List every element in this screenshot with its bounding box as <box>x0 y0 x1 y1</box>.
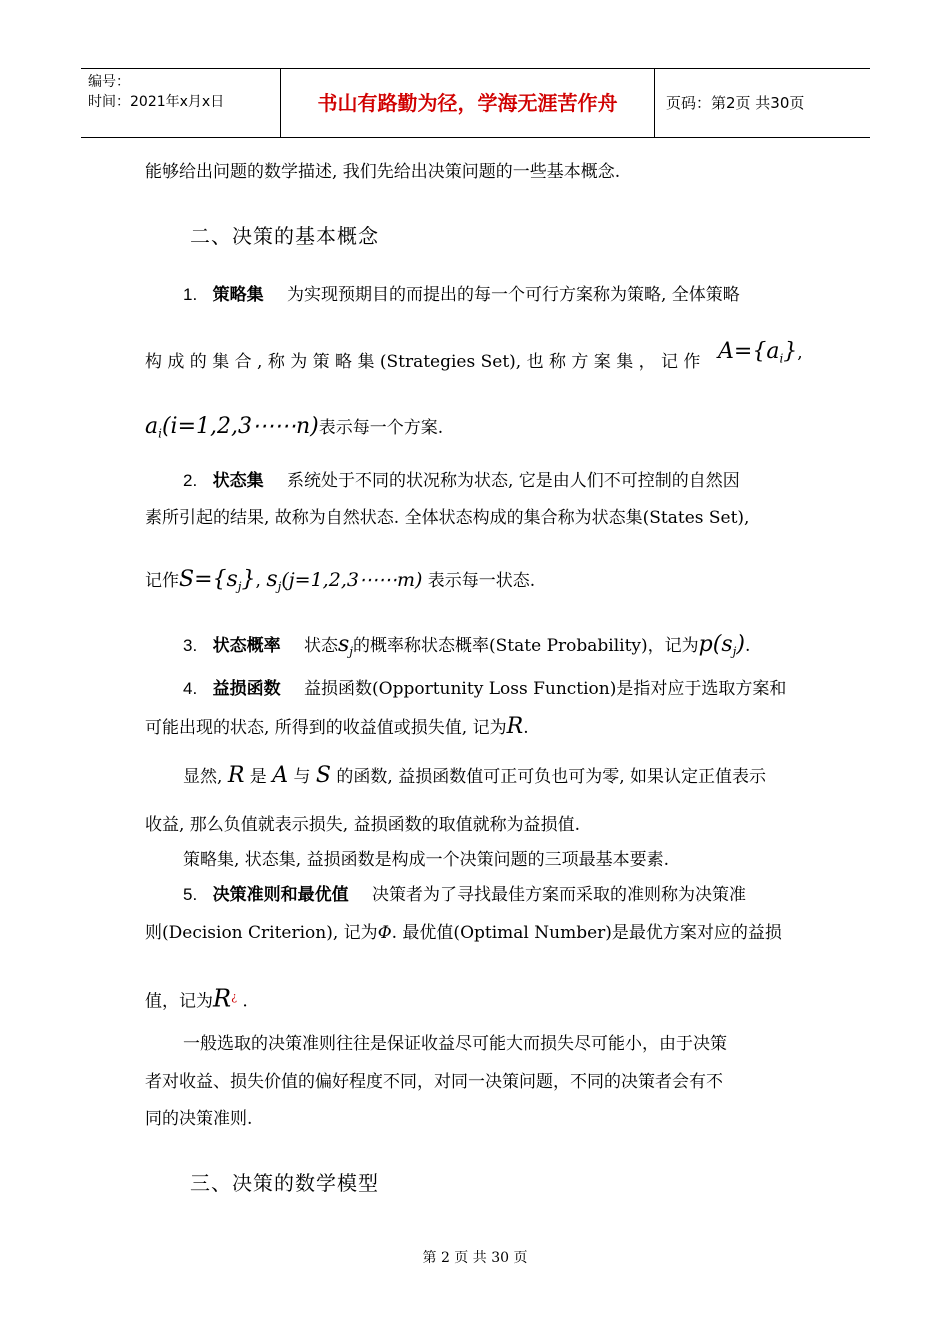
item-2-line-1 <box>183 469 740 493</box>
item-1-text: 为实现预期目的而提出的每一个可行方案称为策略, 全体策略 <box>287 285 740 305</box>
item-4-number: 4. <box>183 679 198 698</box>
item-1-number: 1. <box>183 285 198 304</box>
item-2-line-2: 素所引起的结果, 故称为自然状态. 全体状态构成的集合称为状态集(States Set), <box>145 508 750 528</box>
item-1-line-2-text: 构 成 的 集 合 , 称 为 策 略 集 (Strategies Set), 也 称 方 案 集 ， 记 作 <box>145 352 701 372</box>
page-footer: 第 2 页 共 30 页 <box>422 1250 528 1266</box>
paragraph-general-3: 同的决策准则. <box>145 1109 253 1129</box>
item-1-line-1 <box>183 283 740 307</box>
item-2-term: 状态集 <box>212 471 264 491</box>
item-1-line-3: $a_i(i=1,2,3\cdots\cdots n)$表示每一个方案. <box>145 414 444 441</box>
item-1-line-2 <box>145 350 700 374</box>
paragraph-general-1: 一般选取的决策准则往往是保证收益尽可能大而损失尽可能小，由于决策 <box>183 1034 727 1054</box>
time-label: 时间：2021年x月x日 <box>88 94 225 110</box>
formula-strategy-set: $A=\{a_i\}$, <box>718 339 803 366</box>
item-4-term: 益损函数 <box>212 679 281 699</box>
header-motto: 书山有路勤为径，学海无涯苦作舟 <box>281 69 655 137</box>
item-3-number: 3. <box>183 636 198 655</box>
header-page-info: 页码：第2页 共30页 <box>666 94 805 112</box>
item-2-line-3: 记作$S=\{s_j\}$, $s_j(j=1,2,3\cdots\cdots m)$ 表示每一状态. <box>145 567 536 594</box>
paragraph-three-elements: 策略集, 状态集, 益损函数是构成一个决策问题的三项最基本要素. <box>183 850 670 870</box>
item-3-term: 状态概率 <box>212 636 281 656</box>
section-heading-3: 三、决策的数学模型 <box>190 1171 379 1195</box>
item-5-line-1: 5. 决策准则和最优值 决策者为了寻找最佳方案而采取的准则称为决策准 <box>183 885 746 905</box>
item-1-term: 策略集 <box>212 285 264 305</box>
item-5-term: 决策准则和最优值 <box>212 885 349 905</box>
header-meta <box>81 69 281 137</box>
item-5-number: 5. <box>183 885 198 904</box>
paragraph-obvious-2: 收益, 那么负值就表示损失, 益损函数的取值就称为益损值. <box>145 815 581 835</box>
item-2-text: 系统处于不同的状况称为状态, 它是由人们不可控制的自然因 <box>287 471 740 491</box>
paragraph-intro: 能够给出问题的数学描述, 我们先给出决策问题的一些基本概念. <box>145 162 621 182</box>
item-1-line-3-text: 表示每一个方案. <box>318 418 444 438</box>
item-3-line-1: 3. 状态概率 状态$s_j$的概率称状态概率(State Probability)，记为$p(s_j)$. <box>183 632 751 659</box>
section-heading-2: 二、决策的基本概念 <box>190 224 379 248</box>
paragraph-obvious-1: 显然, R 是 A 与 S 的函数, 益损函数值可正可负也可为零, 如果认定正值表示 <box>183 763 767 788</box>
item-4-line-1: 4. 益损函数 益损函数(Opportunity Loss Function)是指对应于选取方案和 <box>183 679 787 699</box>
item-5-line-3: 值，记为R¿ . <box>145 984 248 1013</box>
number-label: 编号： <box>88 74 130 90</box>
item-4-line-2: 可能出现的状态, 所得到的收益值或损失值, 记为R. <box>145 714 529 739</box>
item-2-number: 2. <box>183 471 198 490</box>
header-table <box>81 68 870 138</box>
item-5-line-2: 则(Decision Criterion), 记为Φ. 最优值(Optimal Number)是最优方案对应的益损 <box>145 923 782 943</box>
paragraph-general-2: 者对收益、损失价值的偏好程度不同，对同一决策问题，不同的决策者会有不 <box>145 1072 723 1092</box>
